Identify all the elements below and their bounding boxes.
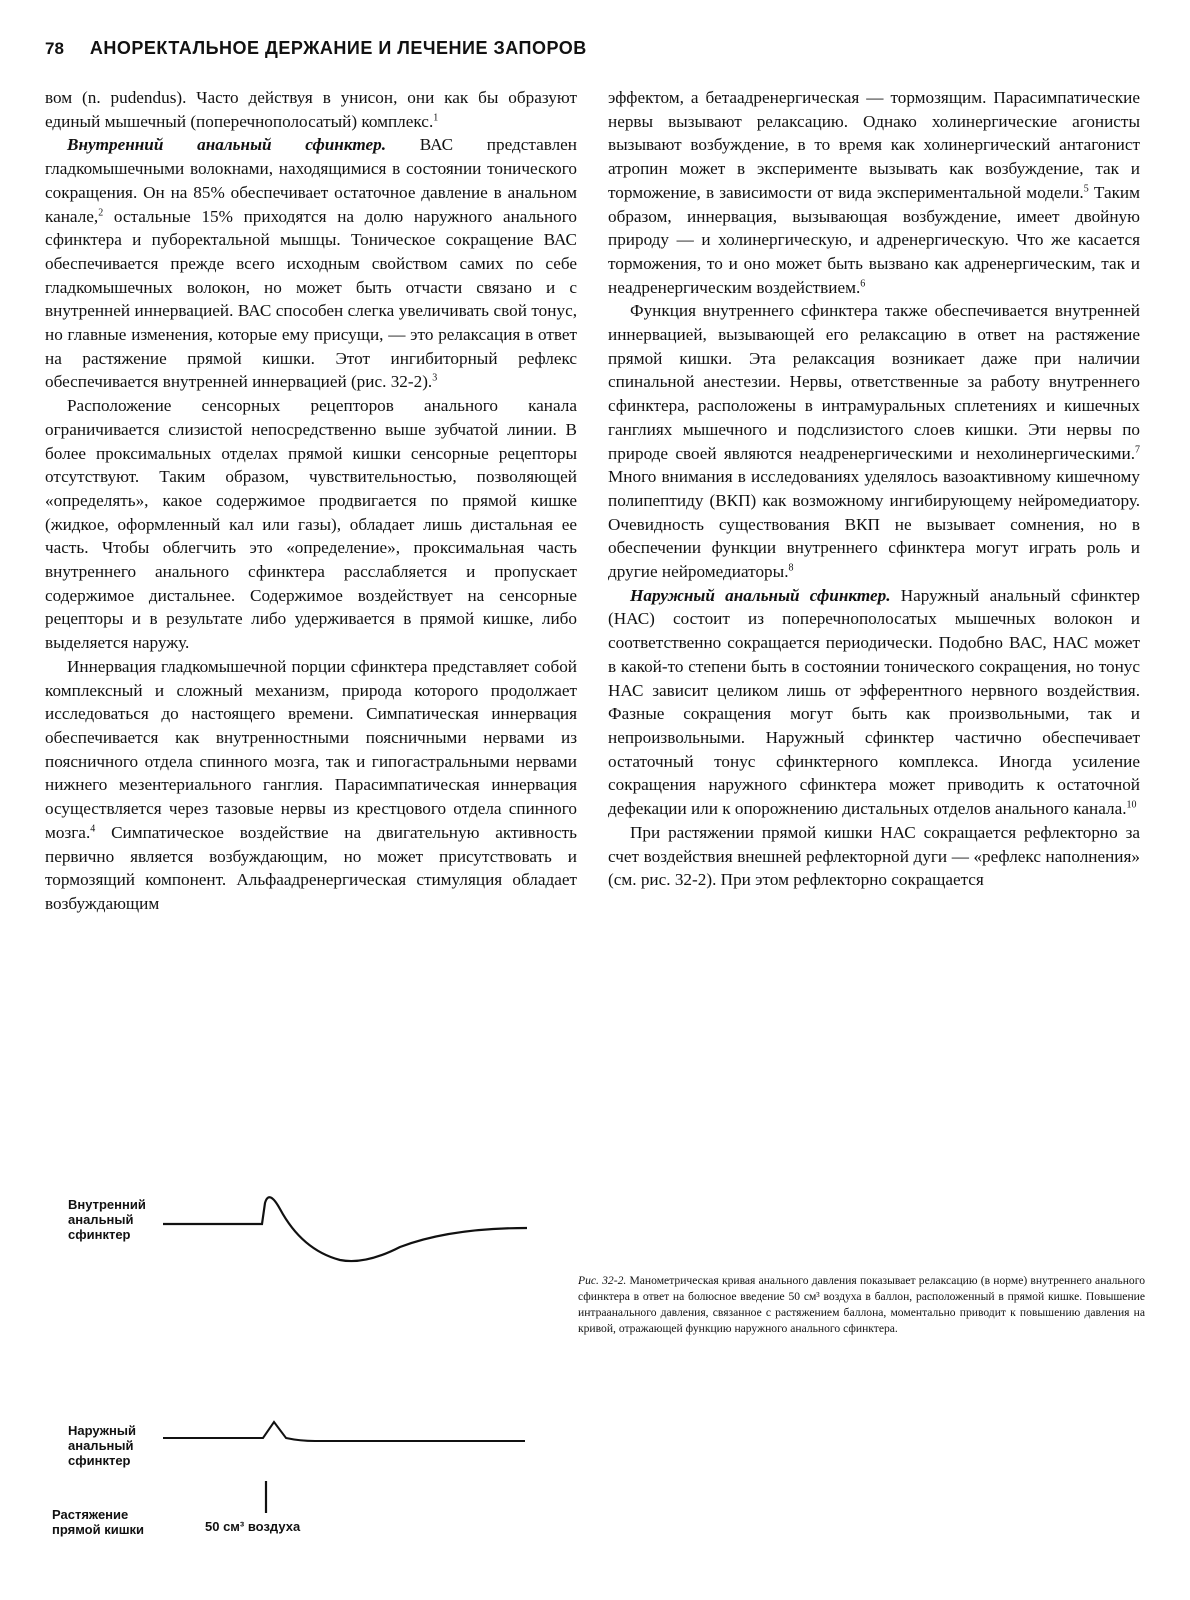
internal-sphincter-curve bbox=[163, 1197, 527, 1261]
page-header bbox=[45, 38, 587, 62]
footnote-ref: 8 bbox=[788, 562, 794, 574]
paragraph: Иннервация гладкомышечной порции сфинктера представляет собой комплексный и сложный механизм, природа которого продолжает исследоваться до настоящего времени. Симпатическая иннервация обеспечивается как внутренностными поясничными нервами из поясничного отдела спинного мозга, так и гипогастральными нервами нижнего мезентериального ганглия. Парасимпатическая иннервация осуществляется через тазовые нервы из крестцового отдела спинного мозга.$^4$ Симпатическое воздействие на двигательную активность первично является возбуждающим, но может присутствовать и тормозящий компонент. Альфаадренергическая стимуляция обладает возбуждающим bbox=[45, 656, 577, 913]
section-heading-internal-sphincter: Внутренний анальный сфинктер. bbox=[67, 135, 386, 155]
footnote-ref: 6 bbox=[860, 277, 866, 289]
paragraph: Наружный анальный сфинктер. Наружный анальный сфинктер (НАС) состоит из поперечнополосатых мышечных волокон и соответственно сокращается периодически. Подобно ВАС, НАС может в какой-то степени быть в состоянии тонического сокращения, но тонус НАС зависит целиком лишь от эфферентного нервного воздействия. Фазные сокращения могут быть как произвольными, так и непроизвольными. Наружный сфинктер частично обеспечивает остаточный тонус сфинктерного комплекса. Иногда усиление сокращения наружного сфинктера может приводить к остаточной дефекации или к опорожнению дистальных отделов анального канала.$^{10}$ bbox=[608, 585, 1140, 819]
paragraph: эффектом, а бетаадренергическая — тормозящим. Парасимпатические нервы вызывают релаксацию. Однако холинергические агонисты вызывают возбуждение, в то время как холинергический антагонист атропин может в эксперименте вызывать как возбуждение, так и торможение, в зависимости от вида экспериментальной модели.$^5$ Таким образом, иннервация, вызывающая возбуждение, имеет двойную природу — и холинергическую, и адренергическую. Что же касается торможения, то и оно может быть вызвано как адренергическим, так и неадренергическим воздействием.$^6$ bbox=[608, 88, 1140, 297]
left-column bbox=[45, 86, 577, 916]
paragraph: Расположение сенсорных рецепторов анального канала ограничивается слизистой непосредственно выше зубчатой линии. В более проксимальных отделах прямой кишки сенсорные рецепторы отсутствуют. Таким образом, чувствительностью, позволяющей «определять», какое содержимое продвигается по прямой кишке (жидкое, оформленный кал или газы), обладает лишь дистальная ее часть. Чтобы облегчить это «определение», проксимальная часть внутреннего анального сфинктера расслабляется и пропускает содержимое дистальнее. Содержимое воздействует на сенсорные рецепторы и в результате либо удерживается в прямой кишке, либо выделяется наружу. bbox=[45, 396, 577, 653]
label-air-volume: 50 см³ воздуха bbox=[205, 1519, 301, 1534]
figure-caption-label: Рис. 32-2. bbox=[578, 1274, 627, 1287]
figure-32-2 bbox=[40, 1195, 560, 1575]
paragraph: Внутренний анальный сфинктер. ВАС представлен гладкомышечными волокнами, находящимися в состоянии тонического сокращения. Он на 85% обеспечивает остаточное давление в анальном канале,$^2$ остальные 15% приходятся на долю наружного анального сфинктера и пуборектальной мышцы. Тоническое сокращение ВАС обеспечивается прежде всего исходным свойством самих по себе гладкомышечных волокон, но может быть отчасти связано и с внутренней иннервацией. ВАС способен слегка увеличивать свой тонус, но главные изменения, которые ему присущи, — это релаксация в ответ на растяжение прямой кишки. Этот ингибиторный рефлекс обеспечивается внутренней иннервацией (рис. 32-2).$^3$ bbox=[45, 135, 577, 392]
paragraph: вом (n. pudendus). Часто действуя в унисон, они как бы образуют единый мышечный (поперечнополосатый) комплекс.$^1$ bbox=[45, 88, 577, 131]
footnote-ref: 5 bbox=[1083, 183, 1089, 195]
footnote-ref: 2 bbox=[98, 206, 104, 218]
label-internal-sphincter: Внутренний анальный сфинктер bbox=[68, 1197, 146, 1242]
footnote-ref: 4 bbox=[90, 823, 96, 835]
section-heading-external-sphincter: Наружный анальный сфинктер. bbox=[630, 585, 891, 605]
label-external-sphincter: Наружный анальный сфинктер bbox=[68, 1423, 136, 1468]
external-sphincter-curve bbox=[163, 1422, 525, 1441]
paragraph: Функция внутреннего сфинктера также обеспечивается внутренней иннервацией, вызывающей его релаксацию в ответ на растяжение прямой кишки. Эта релаксация возникает даже при наличии спинальной анестезии. Нервы, ответственные за работу внутреннего сфинктера, расположены в интрамуральных сплетениях и кишечных ганглиях мышечного и подслизистого слоев кишки. Эти нервы по природе своей являются неадренергическими и нехолинергическими.$^7$ Много внимания в исследованиях уделялось вазоактивному кишечному полипептиду (ВКП) как возможному ингибирующему нейромедиатору. Очевидность существования ВКП не вызывает сомнения, но в обеспечении функции внутреннего сфинктера могут играть роль и другие нейромедиаторы.$^8$ bbox=[608, 301, 1140, 582]
footnote-ref: 3 bbox=[432, 372, 438, 384]
label-rectal-distension: Растяжение прямой кишки bbox=[52, 1507, 145, 1537]
footnote-ref: 10 bbox=[1126, 799, 1137, 811]
running-title: АНОРЕКТАЛЬНОЕ ДЕРЖАНИЕ И ЛЕЧЕНИЕ ЗАПОРОВ bbox=[89, 38, 587, 58]
paragraph: При растяжении прямой кишки НАС сокращается рефлекторно за счет воздействия внешней рефлекторной дуги — «рефлекс наполнения» (см. рис. 32-2). При этом рефлекторно сокращается bbox=[608, 822, 1140, 890]
figure-caption-text: Манометрическая кривая анального давления показывает релаксацию (в норме) внутреннего анального сфинктера в ответ на болюсное введение 50 см³ воздуха в баллон, расположенный в прямой кишке. Повышение интраанального давления, связанное с растяжением баллона, моментально приводит к повышению давления на кривой, отражающей функцию наружного анального сфинктера. bbox=[578, 1274, 1145, 1335]
manometry-curves bbox=[40, 1195, 560, 1575]
page-number: 78 bbox=[45, 39, 64, 58]
figure-caption bbox=[578, 1273, 1145, 1337]
right-column bbox=[608, 86, 1140, 892]
footnote-ref: 1 bbox=[433, 111, 439, 123]
footnote-ref: 7 bbox=[1135, 443, 1140, 455]
